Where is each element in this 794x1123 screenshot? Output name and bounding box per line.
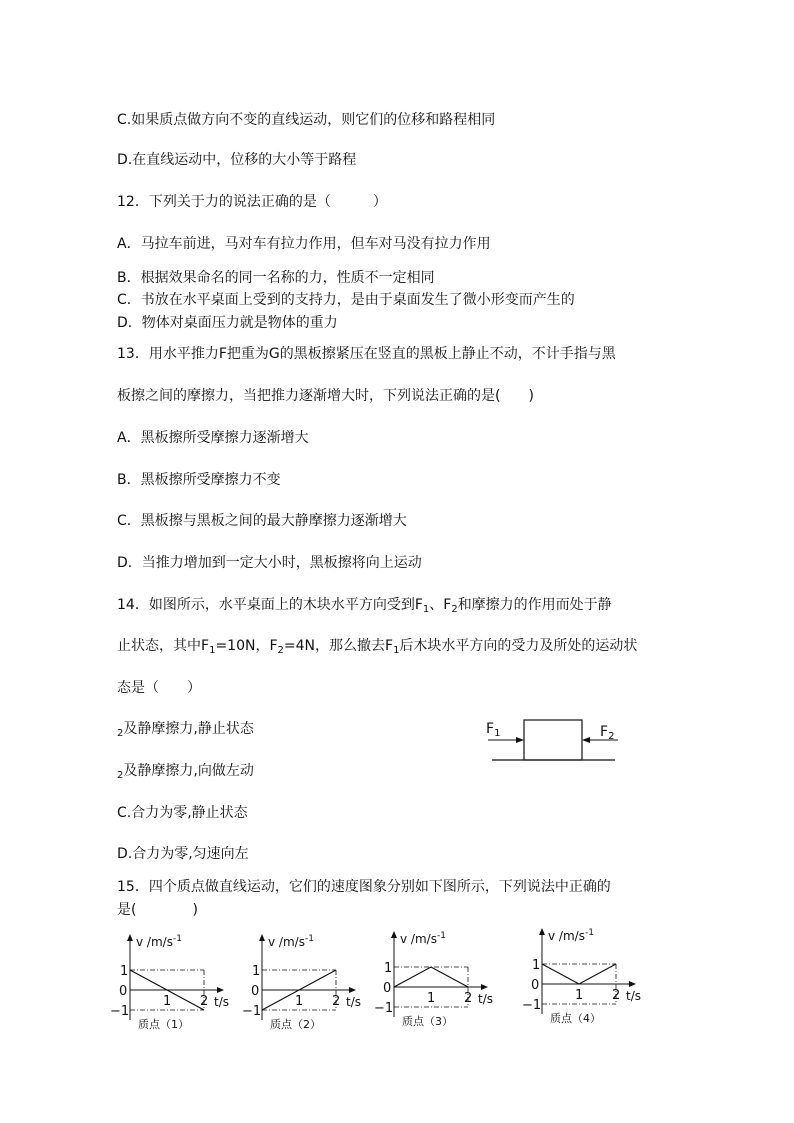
graph-caption: 质点（1）	[138, 1018, 189, 1031]
tick-label-neg-one: −1	[242, 1004, 262, 1019]
q14-stem-part: =4N，那么撤去F	[283, 638, 394, 654]
y-axis-label: v $/m/s^{-1}$	[548, 928, 594, 943]
q14-option-a-text: 及静摩擦力,静止状态	[123, 721, 254, 737]
q13-option-a: A．黑板擦所受摩擦力逐渐增大	[117, 430, 309, 446]
q14-option-b-text: 及静摩擦力,向做左动	[123, 763, 254, 779]
subscript: 1	[393, 645, 400, 656]
q14-block-figure	[480, 712, 625, 768]
tick-label-t2: 2	[200, 994, 209, 1009]
q14-stem-part: 止状态，其中F	[117, 638, 210, 654]
q11-option-c: C.如果质点做方向不变的直线运动，则它们的位移和路程相同	[117, 112, 496, 128]
q15-graph-4	[520, 922, 660, 1032]
q13-option-b: B．黑板擦所受摩擦力不变	[117, 472, 281, 488]
q13-stem-line2: 板擦之间的摩擦力，当把推力逐渐增大时，下列说法正确的是( )	[117, 388, 534, 404]
x-axis-label: t/s	[214, 995, 229, 1009]
tick-label-one: 1	[532, 958, 541, 973]
q13-option-c: C．黑板擦与黑板之间的最大静摩擦力逐渐增大	[117, 513, 407, 529]
arrow-f1-head	[516, 737, 524, 743]
y-axis-label: v $/m/s^{-1}$	[400, 931, 446, 946]
tick-label-one: 1	[120, 964, 129, 979]
subscript: 2	[117, 770, 124, 781]
q14-stem-part: 、F	[429, 597, 452, 613]
y-axis-arrow	[127, 934, 133, 941]
y-axis-label: v $/m/s^{-1}$	[268, 934, 314, 949]
q15-graph-1	[108, 928, 248, 1038]
x-axis-arrow	[629, 981, 636, 987]
velocity-series-line	[542, 964, 616, 984]
tick-label-t2: 2	[332, 994, 341, 1009]
q14-option-a	[117, 719, 254, 739]
velocity-series-line	[394, 967, 468, 987]
x-axis-arrow	[349, 987, 356, 993]
q13-option-d: D．当推力增加到一定大小时，黑板擦将向上运动	[117, 555, 422, 571]
q15-stem-line2: 是( )	[117, 902, 198, 918]
q14-option-c: C.合力为零,静止状态	[117, 805, 248, 821]
tick-label-zero: 0	[531, 978, 540, 993]
y-axis-arrow	[539, 928, 545, 935]
x-axis-label: t/s	[626, 989, 641, 1003]
x-axis-label: t/s	[346, 995, 361, 1009]
arrow-f2-head	[582, 737, 590, 743]
q12-option-b: B．根据效果命名的同一名称的力，性质不一定相同	[117, 270, 435, 286]
tick-label-neg-one: −1	[110, 1004, 130, 1019]
q14-stem-line1	[117, 595, 612, 615]
x-axis-label: t/s	[478, 992, 493, 1006]
tick-label-t1: 1	[427, 991, 436, 1006]
y-axis-arrow	[391, 931, 397, 938]
tick-label-one: 1	[252, 964, 261, 979]
q14-stem-part: 和摩擦力的作用而处于静	[457, 597, 612, 613]
q13-stem-line1: 13．用水平推力F把重为G的黑板擦紧压在竖直的黑板上静止不动，不计手指与黑	[117, 346, 616, 362]
y-axis-label: v $/m/s^{-1}$	[136, 934, 182, 949]
tick-label-zero: 0	[119, 984, 128, 999]
q15-graph-3	[372, 925, 512, 1035]
tick-label-t2: 2	[464, 991, 473, 1006]
tick-label-t1: 1	[575, 988, 584, 1003]
tick-label-t1: 1	[295, 994, 304, 1009]
tick-label-t1: 1	[163, 994, 172, 1009]
subscript: 2	[451, 604, 458, 615]
graph-caption: 质点（4）	[550, 1012, 601, 1025]
q15-graph-2	[240, 928, 380, 1038]
q12-option-d: D．物体对桌面压力就是物体的重力	[117, 315, 338, 331]
q11-option-d: D.在直线运动中，位移的大小等于路程	[117, 152, 357, 168]
q14-stem-part: =10N，F	[215, 638, 278, 654]
graph-caption: 质点（3）	[402, 1015, 453, 1028]
q14-stem-part: 14．如图所示，水平桌面上的木块水平方向受到F	[117, 597, 423, 613]
q12-option-c: C．书放在水平桌面上受到的支持力，是由于桌面发生了微小形变而产生的	[117, 292, 575, 308]
x-axis-arrow	[481, 984, 488, 990]
q14-stem-line3: 态是（ ）	[117, 680, 201, 696]
subscript: 1	[422, 604, 430, 615]
subscript: 2	[117, 728, 124, 739]
q15-stem-line1: 15．四个质点做直线运动，它们的速度图象分别如下图所示，下列说法中正确的	[117, 879, 611, 895]
y-axis-arrow	[259, 934, 265, 941]
q14-option-b	[117, 761, 254, 781]
subscript: 2	[277, 645, 284, 656]
tick-label-neg-one: −1	[522, 998, 542, 1013]
wooden-block	[524, 720, 582, 760]
tick-label-one: 1	[384, 961, 393, 976]
q14-stem-line2	[117, 636, 637, 656]
tick-label-zero: 0	[251, 984, 260, 999]
x-axis-arrow	[217, 987, 224, 993]
q14-option-d: D.合力为零,匀速向左	[117, 846, 249, 862]
tick-label-zero: 0	[383, 981, 392, 996]
label-f1: $F_1$	[486, 721, 501, 739]
tick-label-neg-one: −1	[374, 1001, 394, 1016]
label-f2: $F_2$	[600, 724, 615, 742]
subscript: 1	[209, 645, 216, 656]
tick-label-t2: 2	[612, 988, 621, 1003]
q12-stem: 12．下列关于力的说法正确的是（ ）	[117, 194, 387, 210]
graph-caption: 质点（2）	[270, 1018, 321, 1031]
q12-option-a: A．马拉车前进，马对车有拉力作用，但车对马没有拉力作用	[117, 236, 491, 252]
q14-stem-part: 后木块水平方向的受力及所处的运动状	[399, 638, 638, 654]
